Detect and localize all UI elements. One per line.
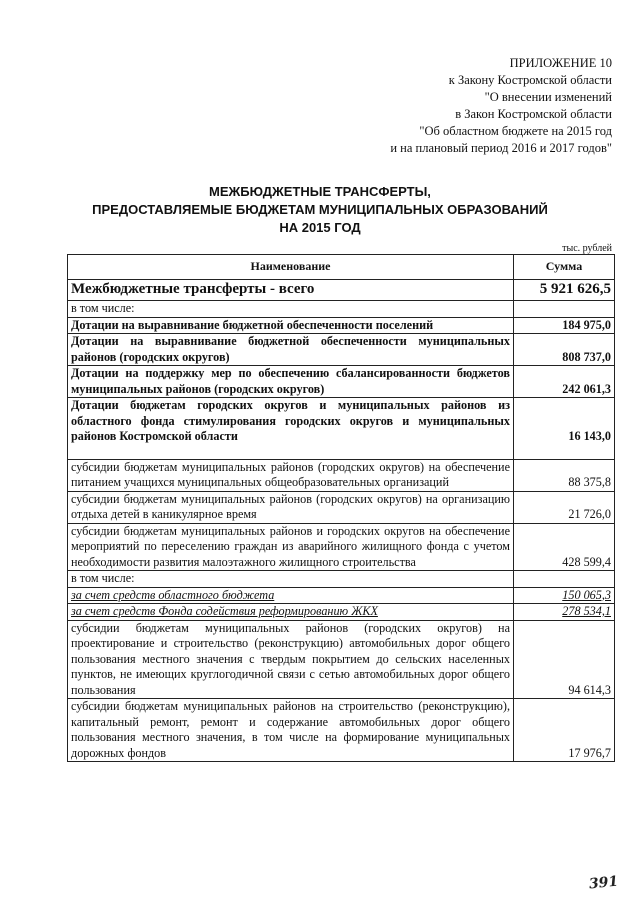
row-sum: 16 143,0 <box>514 398 615 460</box>
row-name: Дотации бюджетам городских округов и муниципальных районов из областного фонда стимулирования городских округов и муниципальных районов Костромской области <box>68 398 514 460</box>
table-row <box>68 398 615 460</box>
title-line-2: ПРЕДОСТАВЛЯЕМЫЕ БЮДЖЕТАМ МУНИЦИПАЛЬНЫХ ОБРАЗОВАНИЙ <box>92 202 548 217</box>
page-number: 391 <box>588 873 619 893</box>
column-header-sum: Сумма <box>514 255 615 280</box>
table-row <box>68 523 615 571</box>
row-sum: 428 599,4 <box>514 523 615 571</box>
row-name: за счет средств областного бюджета <box>68 587 514 604</box>
appendix-block <box>390 55 612 157</box>
appendix-line: ПРИЛОЖЕНИЕ 10 <box>509 56 612 70</box>
transfers-table <box>67 254 615 762</box>
row-name: в том числе: <box>68 301 514 318</box>
table-row <box>68 334 615 366</box>
table-row <box>68 587 615 604</box>
appendix-line: "Об областном бюджете на 2015 год <box>419 124 612 138</box>
row-name: в том числе: <box>68 571 514 588</box>
row-sum: 808 737,0 <box>514 334 615 366</box>
title-line-1: МЕЖБЮДЖЕТНЫЕ ТРАНСФЕРТЫ, <box>209 184 431 199</box>
table-row <box>68 699 615 762</box>
row-sum: 94 614,3 <box>514 620 615 699</box>
table-row <box>68 301 615 318</box>
title-line-3: НА 2015 ГОД <box>279 220 361 235</box>
document-title <box>0 183 640 237</box>
row-name: Дотации на выравнивание бюджетной обеспеченности поселений <box>68 317 514 334</box>
row-sum: 21 726,0 <box>514 491 615 523</box>
appendix-line: в Закон Костромской области <box>455 107 612 121</box>
table-row <box>68 366 615 398</box>
table-row <box>68 571 615 588</box>
row-sum: 17 976,7 <box>514 699 615 762</box>
unit-label: тыс. рублей <box>562 243 612 254</box>
row-name: субсидии бюджетам муниципальных районов на строительство (реконструкцию), капитальный ремонт, ремонт и содержание автомобильных дорог общего пользования местного значения, в том числе на формирование муниципальных дорожных фондов <box>68 699 514 762</box>
row-name: Дотации на поддержку мер по обеспечению сбалансированности бюджетов муниципальных районов (городских округов) <box>68 366 514 398</box>
row-name: за счет средств Фонда содействия реформированию ЖКХ <box>68 604 514 621</box>
row-sum: 150 065,3 <box>514 587 615 604</box>
appendix-line: "О внесении изменений <box>484 90 612 104</box>
row-name: субсидии бюджетам муниципальных районов (городских округов) на проектирование и строительство (реконструкцию) автомобильных дорог общего пользования местного значения с твердым покрытием до сельских населенных пунктов, не имеющих круглогодичной связи с сетью автомобильных дорог общего пользования <box>68 620 514 699</box>
row-name: Дотации на выравнивание бюджетной обеспеченности муниципальных районов (городских округов) <box>68 334 514 366</box>
row-sum <box>514 301 615 318</box>
table-header-row <box>68 255 615 280</box>
row-name: субсидии бюджетам муниципальных районов и городских округов на обеспечение мероприятий по переселению граждан из аварийного жилищного фонда с учетом необходимости развития малоэтажного жилищного строительства <box>68 523 514 571</box>
total-sum: 5 921 626,5 <box>514 280 615 301</box>
table-row <box>68 604 615 621</box>
row-sum <box>514 571 615 588</box>
row-sum: 88 375,8 <box>514 459 615 491</box>
appendix-line: и на плановый период 2016 и 2017 годов" <box>390 141 612 155</box>
table-row <box>68 317 615 334</box>
row-name: субсидии бюджетам муниципальных районов (городских округов) на обеспечение питанием учащихся муниципальных общеобразовательных организаций <box>68 459 514 491</box>
appendix-line: к Закону Костромской области <box>448 73 612 87</box>
total-row <box>68 280 615 301</box>
table-row <box>68 491 615 523</box>
row-sum: 184 975,0 <box>514 317 615 334</box>
total-name: Межбюджетные трансферты - всего <box>68 280 514 301</box>
row-sum: 278 534,1 <box>514 604 615 621</box>
table-row <box>68 620 615 699</box>
column-header-name: Наименование <box>68 255 514 280</box>
row-sum: 242 061,3 <box>514 366 615 398</box>
row-name: субсидии бюджетам муниципальных районов (городских округов) на организацию отдыха детей в каникулярное время <box>68 491 514 523</box>
table-row <box>68 459 615 491</box>
